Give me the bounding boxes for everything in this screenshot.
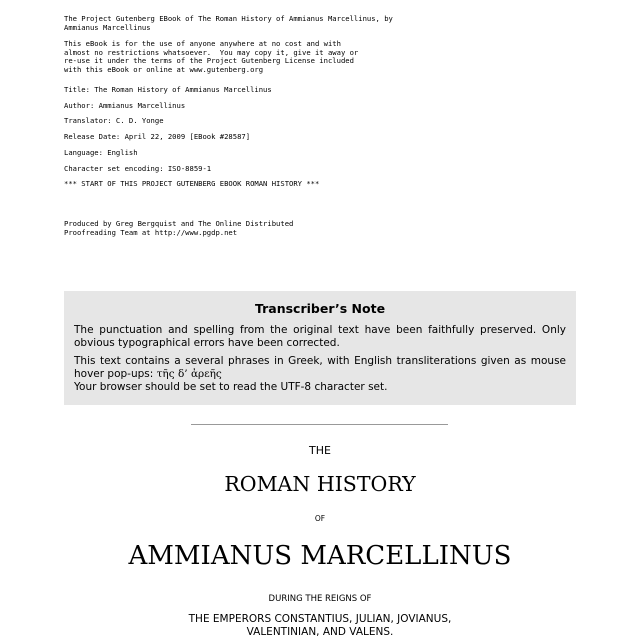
credits-text: Produced by Greg Bergquist and The Online Distributed Proofreading Team at http://www.pgdp.net <box>64 219 294 237</box>
transcriber-note-heading: Transcriber’s Note <box>254 301 386 316</box>
language-line: Language: English <box>64 148 138 157</box>
release-date-line: Release Date: April 22, 2009 [EBook #28587] <box>64 132 251 141</box>
transcriber-note-paragraph-2 <box>74 355 566 394</box>
utf8-note-text: Your browser should be set to read the UTF-8 character set. <box>74 381 388 393</box>
title-the: THE <box>309 444 331 457</box>
start-marker-line: *** START OF THIS PROJECT GUTENBERG EBOOK ROMAN HISTORY *** <box>64 179 320 188</box>
charset-line: Character set encoding: ISO-8859-1 <box>64 164 212 173</box>
ebook-header-text: The Project Gutenberg EBook of The Roman History of Ammianus Marcellinus, by Ammianus Marcellinus <box>64 14 393 32</box>
greek-intro-text: This text contains a several phrases in Greek, with English transliterations given as mouse hover pop-ups: <box>74 355 566 380</box>
transcriber-note-paragraph-1: The punctuation and spelling from the original text have been faithfully preserved. Only obvious typographical errors have been corrected. <box>74 324 566 349</box>
title-roman-history: ROMAN HISTORY <box>224 472 416 496</box>
title-line: Title: The Roman History of Ammianus Marcellinus <box>64 85 272 94</box>
title-emperors-line-1: THE EMPERORS CONSTANTIUS, JULIAN, JOVIANUS, <box>188 613 452 625</box>
author-line: Author: Ammianus Marcellinus <box>64 101 186 110</box>
transcriber-note-box <box>64 291 576 405</box>
title-emperors-line-2: VALENTINIAN, AND VALENS. <box>246 626 394 638</box>
title-during: DURING THE REIGNS OF <box>268 594 372 604</box>
title-author-name: AMMIANUS MARCELLINUS <box>128 541 512 571</box>
license-text: This eBook is for the use of anyone anywhere at no cost and with almost no restrictions whatsoever. You may copy it, give it away or re-use it under the terms of the Project Gutenberg License included with this eBook or online at www.gutenberg.org <box>64 39 359 74</box>
translator-line: Translator: C. D. Yonge <box>64 116 164 125</box>
title-of: OF <box>314 514 326 523</box>
title-divider <box>191 424 448 425</box>
greek-phrase[interactable]: τῆς δ’ ἀρεῆς <box>156 368 222 380</box>
